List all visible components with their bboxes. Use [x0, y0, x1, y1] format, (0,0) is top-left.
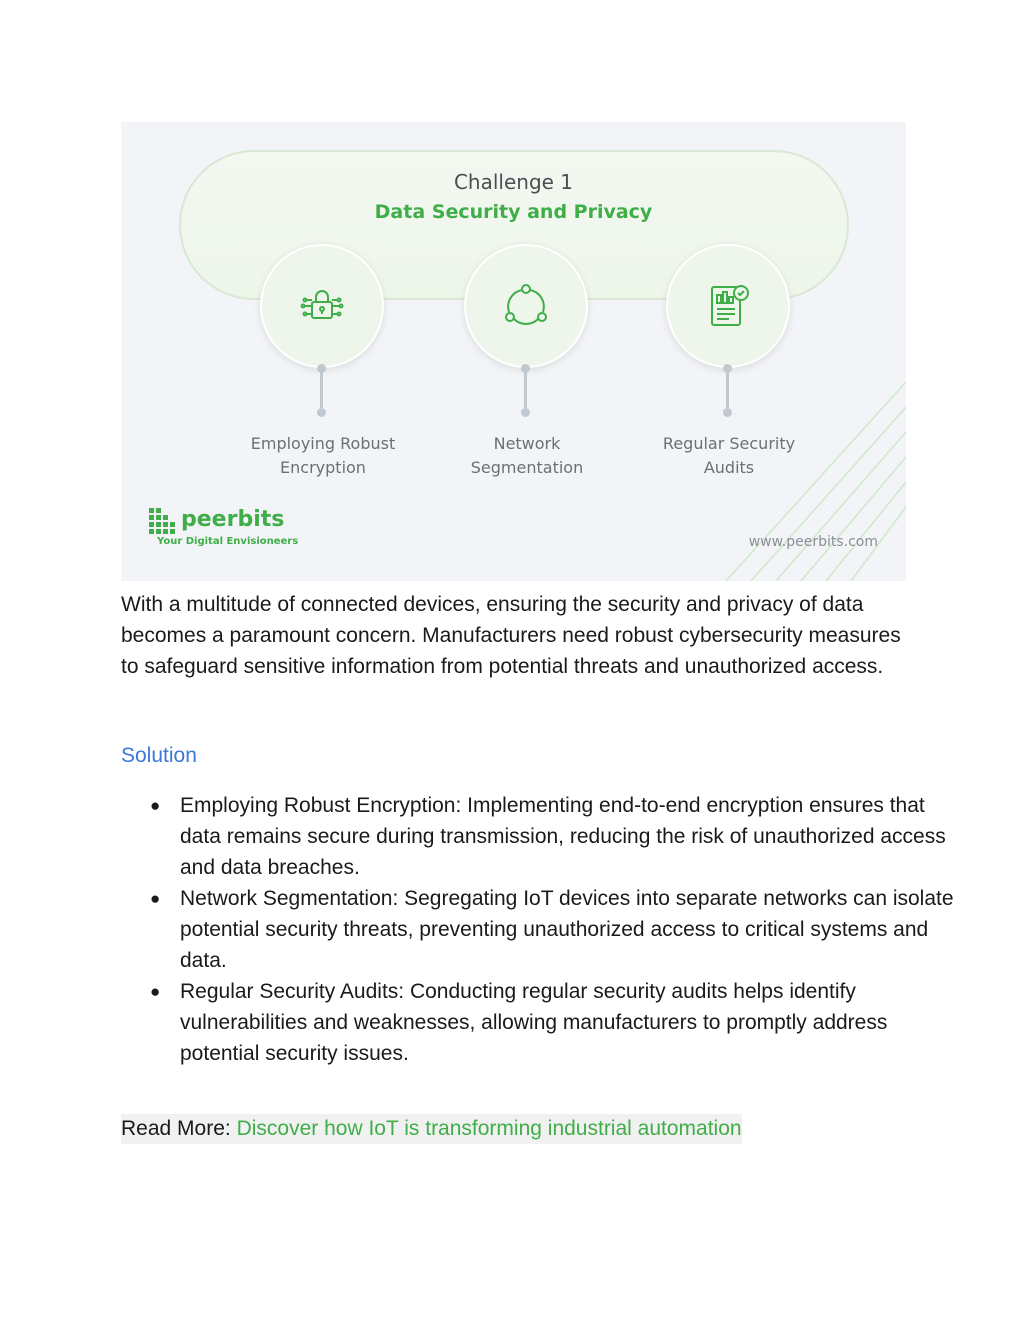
read-more-link[interactable]: Discover how IoT is transforming industrial automation	[236, 1117, 742, 1140]
node-label-segmentation	[427, 432, 627, 480]
connector-line	[320, 368, 323, 408]
list-item	[150, 976, 970, 1069]
logo-name: peerbits	[181, 507, 285, 532]
read-more	[121, 1114, 742, 1144]
infographic-figure	[121, 122, 906, 581]
connector-dot	[521, 408, 530, 417]
node-label-encryption	[223, 432, 423, 480]
list-item-text: Employing Robust Encryption: Implementing end-to-end encryption ensures that data remains secure during transmission, reducing the risk of unauthorized access and data breaches.	[180, 794, 946, 879]
solution-list	[121, 790, 970, 1069]
node-audits	[666, 244, 790, 368]
list-item-text: Regular Security Audits: Conducting regular security audits helps identify vulnerabilities and weaknesses, allowing manufacturers to promptly address potential security issues.	[180, 980, 888, 1065]
connector-dot	[317, 408, 326, 417]
node-label-line: Encryption	[280, 458, 366, 477]
list-item	[150, 883, 970, 976]
node-label-line: Employing Robust	[250, 434, 396, 453]
list-item-text: Network Segmentation: Segregating IoT devices into separate networks can isolate potential security threats, preventing unauthorized access to critical systems and data.	[180, 887, 954, 972]
challenge-title: Challenge 1	[453, 170, 574, 194]
node-label-line: Regular Security	[662, 434, 796, 453]
circuit-lock-icon	[298, 282, 346, 330]
solution-heading: Solution	[121, 744, 197, 767]
logo-tagline: Your Digital Envisioneers	[157, 536, 299, 547]
audit-report-icon	[704, 281, 752, 331]
read-more-label: Read More:	[121, 1117, 237, 1140]
node-label-line: Segmentation	[470, 458, 584, 477]
bullet-icon: ●	[150, 796, 161, 815]
connector-line	[524, 368, 527, 408]
node-label-audits	[629, 432, 829, 480]
network-cycle-icon	[501, 281, 551, 331]
connector-line	[726, 368, 729, 408]
connector-dot	[723, 408, 732, 417]
node-circle	[666, 244, 790, 368]
peerbits-logo	[149, 508, 298, 547]
node-circle	[260, 244, 384, 368]
challenge-subtitle: Data Security and Privacy	[374, 201, 653, 223]
list-item	[150, 790, 970, 883]
node-segmentation	[464, 244, 588, 368]
node-label-line: Audits	[703, 458, 755, 477]
intro-paragraph: With a multitude of connected devices, ensuring the security and privacy of data becomes a paramount concern. Manufacturers need robust cybersecurity measures to safeguard sensitive information from potential threats and unauthorized access.	[121, 593, 901, 678]
peerbits-logo-icon	[149, 508, 175, 534]
node-encryption	[260, 244, 384, 368]
website-url: www.peerbits.com	[748, 534, 878, 550]
bullet-icon: ●	[150, 889, 161, 908]
node-circle	[464, 244, 588, 368]
bullet-icon: ●	[150, 982, 161, 1001]
node-label-line: Network	[493, 434, 561, 453]
